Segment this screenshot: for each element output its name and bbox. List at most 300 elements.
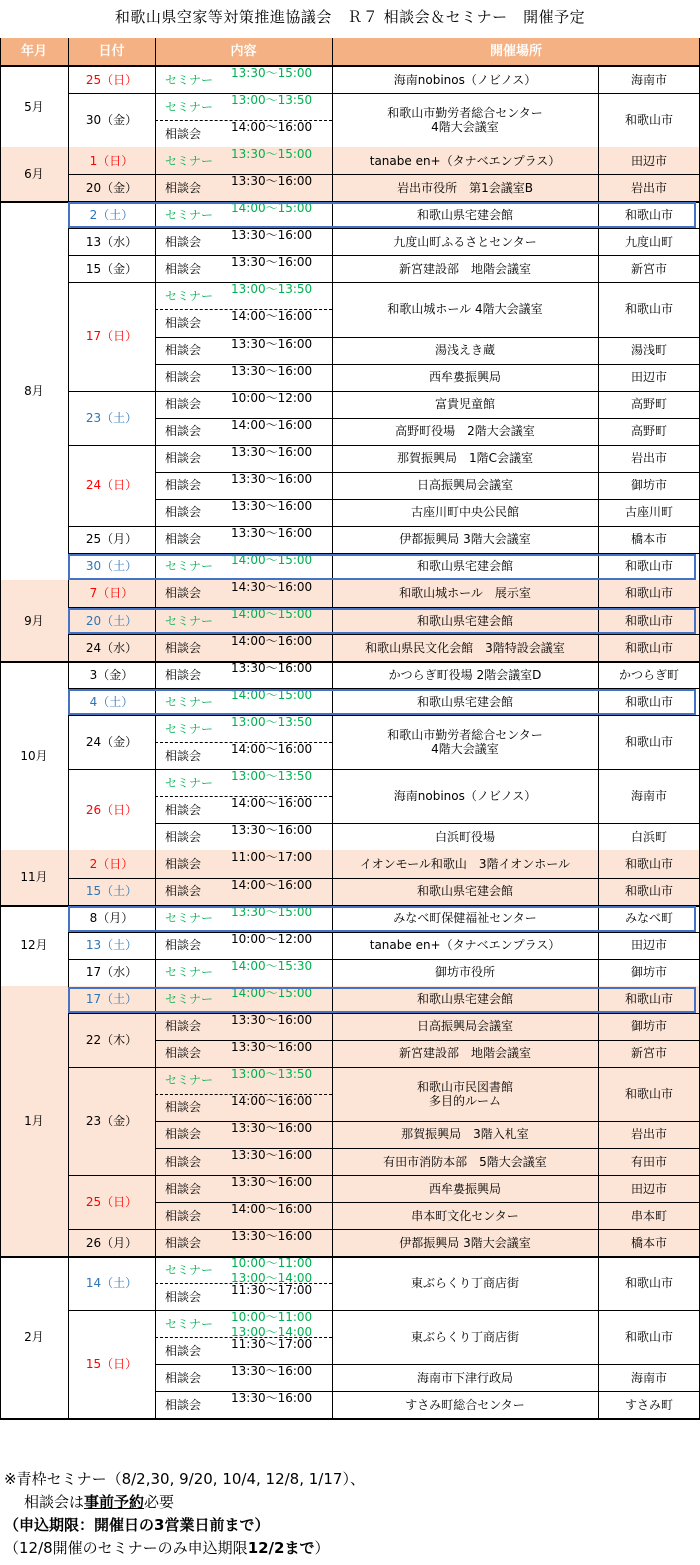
seminar-highlight-box: [68, 554, 696, 580]
venue-cell: [332, 391, 598, 418]
venue-cell: [332, 1310, 598, 1364]
content-row-line: [155, 1148, 332, 1149]
seminar-highlight-box: [68, 608, 696, 634]
seminar-label: セミナー: [165, 1316, 214, 1331]
content-row-line: [155, 1283, 332, 1284]
venue-text: 伊都振興局 3階大会議室: [399, 532, 531, 547]
venue-cell: [332, 174, 598, 201]
time-range: [231, 878, 332, 905]
time-text: 13:00～13:50: [231, 715, 313, 730]
time-text: 13:30～16:00: [231, 444, 313, 459]
venue-cell: [332, 1040, 598, 1067]
content-row-line: [155, 337, 332, 338]
venue-cell: [332, 878, 598, 905]
time-text: 13:00～14:00: [231, 1271, 313, 1286]
seminar-label: セミナー: [165, 775, 214, 790]
time-text: 14:00～16:00: [231, 634, 313, 649]
consultation-label: 相談会: [165, 1046, 202, 1061]
consultation-label: 相談会: [165, 451, 202, 466]
venue-cell: [332, 1067, 598, 1121]
time-range: [231, 228, 332, 255]
venue-text: すさみ町総合センター: [405, 1397, 525, 1412]
venue-text: 串本町文化センター: [411, 1208, 519, 1223]
time-text: 10:00～12:00: [231, 931, 313, 946]
time-range: [231, 526, 332, 553]
note-line-3: （申込期限：開催日の3営業日前まで）: [4, 1516, 270, 1534]
time-range: [231, 1310, 332, 1340]
seminar-label: セミナー: [165, 992, 214, 1007]
city-cell: 新宮市: [630, 261, 667, 276]
time-text: 13:30～16:00: [231, 823, 313, 838]
time-text: 14:00～16:00: [231, 877, 313, 892]
consultation-label: 相談会: [165, 829, 202, 844]
time-range: [231, 1013, 332, 1040]
note-line-1: ※青枠セミナー（8/2,30, 9/20, 10/4, 12/8, 1/17）、: [4, 1470, 365, 1488]
venue-text: 湯浅えき蔵: [434, 343, 495, 358]
venue-text: 那賀振興局 1階C会議室: [396, 451, 533, 466]
city-cell: 海南市: [630, 72, 667, 87]
time-text: 14:00～16:00: [231, 1093, 313, 1108]
date-cell: 8（月）: [89, 911, 134, 926]
consultation-label: 相談会: [165, 1343, 202, 1358]
schedule-table: [0, 38, 700, 1468]
time-range: [231, 120, 332, 147]
content-header: 内容: [155, 38, 332, 66]
venue-text: 新宮建設部 地階会議室: [398, 261, 531, 276]
time-text: 10:00～11:00: [231, 1310, 313, 1325]
city-cell: 高野町: [630, 397, 667, 412]
consultation-label: 相談会: [165, 667, 202, 682]
venue-cell: [332, 228, 598, 255]
venue-header: 開催場所: [332, 38, 700, 66]
venue-cell: [332, 499, 598, 526]
city-cell: 和歌山市: [624, 586, 673, 601]
city-cell: 和歌山市: [624, 694, 673, 709]
time-text: 14:00～15:00: [231, 607, 313, 621]
notes: [4, 1468, 696, 1560]
date-cell: 2（土）: [89, 207, 134, 222]
city-cell: 田辺市: [630, 370, 667, 385]
venue-text: 古座川町中央公民館: [410, 505, 519, 520]
time-range: [231, 715, 332, 742]
page-title: 和歌山県空家等対策推進協議会 Ｒ７ 相談会＆セミナー 開催予定: [114, 8, 586, 26]
venue-text: 和歌山市民図書館: [416, 1079, 513, 1094]
month-label: 12月: [20, 938, 48, 953]
time-text: 14:00～15:00: [231, 688, 313, 703]
seminar-label: セミナー: [165, 1262, 214, 1277]
time-text: 10:00～11:00: [231, 1256, 313, 1271]
seminar-label: セミナー: [165, 72, 214, 87]
city-cell: 和歌山市: [624, 1086, 673, 1101]
time-text: 13:00～13:50: [231, 93, 313, 108]
time-range: [231, 796, 332, 823]
date-cell: 2（日）: [89, 856, 134, 871]
consultation-label: 相談会: [165, 748, 202, 763]
time-range: [231, 93, 332, 120]
time-range: [231, 418, 332, 445]
consultation-label: 相談会: [165, 1127, 202, 1142]
date-cell: 15（金）: [85, 261, 138, 276]
venue-cell: [332, 769, 598, 823]
venue-text: tanabe en+（タナベエンプラス）: [369, 153, 561, 168]
consultation-label: 相談会: [165, 478, 202, 493]
content-row-line: [155, 1337, 332, 1338]
venue-cell: [332, 1175, 598, 1202]
date-cell: 20（金）: [85, 180, 138, 195]
time-range: [231, 932, 332, 959]
venue-text: 多目的ルーム: [428, 1093, 501, 1108]
time-text: 13:30～16:00: [231, 1148, 313, 1162]
consultation-label: 相談会: [165, 343, 202, 358]
venue-text: 海南nobinos（ノビノス）: [393, 789, 537, 804]
time-range: [231, 1121, 332, 1148]
venue-text: 御坊市役所: [434, 965, 495, 980]
venue-text: 伊都振興局 3階大会議室: [399, 1235, 531, 1250]
content-row-line: [155, 1121, 332, 1122]
date-cell: 23（金）: [85, 1113, 138, 1128]
time-text: 14:00～16:00: [231, 120, 313, 135]
content-row-line: [155, 1202, 332, 1203]
consultation-label: 相談会: [165, 1235, 202, 1250]
date-cell: 22（木）: [85, 1032, 138, 1047]
time-text: 11:30～17:00: [231, 1337, 313, 1352]
venue-cell: [332, 959, 598, 986]
venue-text: 和歌山県宅建会館: [416, 694, 513, 709]
date-cell: 1（日）: [89, 153, 134, 168]
content-row-line: [155, 1364, 332, 1365]
time-text: 13:00～13:50: [231, 1066, 313, 1081]
time-text: 11:00～17:00: [231, 850, 313, 865]
venue-cell: [332, 337, 598, 364]
time-text: 13:30～16:00: [231, 1175, 313, 1190]
venue-text: かつらぎ町役場 2階会議室D: [388, 667, 542, 682]
venue-text: 和歌山県民文化会館 3階特設会議室: [365, 640, 565, 655]
consultation-label: 相談会: [165, 370, 202, 385]
venue-cell: [332, 1013, 598, 1040]
venue-cell: [332, 147, 598, 174]
venue-text: みなべ町保健福祉センター: [393, 911, 537, 926]
time-text: 14:00～16:00: [231, 417, 313, 432]
time-range: [231, 337, 332, 364]
seminar-label: セミナー: [165, 207, 214, 222]
city-cell: 田辺市: [630, 153, 667, 168]
consultation-label: 相談会: [165, 1019, 202, 1034]
consultation-label: 相談会: [165, 1154, 202, 1169]
time-text: 13:30～16:00: [231, 1012, 313, 1027]
date-cell: 15（土）: [85, 884, 138, 899]
venue-cell: [332, 634, 598, 661]
venue-text: 西牟婁振興局: [428, 1181, 501, 1196]
month-label: 1月: [24, 1113, 44, 1128]
time-range: [231, 1364, 332, 1391]
venue-cell: [332, 1364, 598, 1391]
venue-cell: [332, 66, 598, 93]
venue-text: 和歌山県宅建会館: [416, 613, 513, 628]
month-label: 9月: [24, 613, 44, 628]
content-row-line: [155, 1391, 332, 1392]
time-text: 14:30～16:00: [231, 579, 313, 594]
venue-text: 海南市下津行政局: [416, 1370, 513, 1385]
venue-text: 東ぶらくり丁商店街: [410, 1330, 519, 1345]
city-cell: 高野町: [630, 424, 667, 439]
seminar-label: セミナー: [165, 721, 214, 736]
city-cell: 和歌山市: [624, 1330, 673, 1345]
date-cell: 25（日）: [85, 1195, 138, 1210]
content-row-line: [155, 823, 332, 824]
content-row-line: [155, 418, 332, 419]
venue-text: 和歌山城ホール 展示室: [399, 586, 531, 601]
content-row-line: [155, 364, 332, 365]
time-range: [231, 742, 332, 769]
month-label: 5月: [24, 99, 44, 114]
seminar-label: セミナー: [165, 99, 214, 114]
time-range: [231, 1256, 332, 1286]
consultation-label: 相談会: [165, 1370, 202, 1385]
note-line-2: 相談会は事前予約必要: [24, 1493, 175, 1511]
time-text: 13:00～13:50: [231, 282, 313, 297]
column-line: [155, 38, 156, 1419]
seminar-label: セミナー: [165, 153, 214, 168]
consultation-label: 相談会: [165, 1100, 202, 1115]
venue-cell: [332, 823, 598, 850]
date-cell: 14（土）: [85, 1276, 138, 1291]
city-cell: 白浜町: [630, 829, 667, 844]
seminar-highlight-box: [68, 689, 696, 715]
city-cell: 和歌山市: [624, 884, 673, 899]
city-cell: 御坊市: [630, 965, 667, 980]
time-text: 14:00～15:00: [231, 201, 313, 216]
city-cell: 有田市: [630, 1154, 667, 1169]
column-line: [68, 38, 69, 1419]
date-cell: 3（金）: [89, 667, 134, 682]
city-cell: 御坊市: [630, 478, 667, 493]
venue-text: 新宮建設部 地階会議室: [398, 1046, 531, 1061]
city-cell: 海南市: [630, 1370, 667, 1385]
seminar-label: セミナー: [165, 288, 214, 303]
time-text: 14:00～16:00: [231, 309, 313, 324]
consultation-label: 相談会: [165, 261, 202, 276]
venue-text: 和歌山県宅建会館: [416, 992, 513, 1007]
consultation-label: 相談会: [165, 1181, 202, 1196]
time-range: [231, 1148, 332, 1175]
venue-cell: [332, 418, 598, 445]
venue-text: 4階大会議室: [431, 742, 499, 757]
venue-cell: [332, 1256, 598, 1310]
time-text: 13:30～16:00: [231, 661, 313, 676]
city-cell: 海南市: [630, 789, 667, 804]
consultation-label: 相談会: [165, 884, 202, 899]
date-cell: 26（月）: [85, 1235, 138, 1250]
venue-text: 和歌山県宅建会館: [416, 884, 513, 899]
consultation-label: 相談会: [165, 1208, 202, 1223]
city-cell: 和歌山市: [624, 856, 673, 871]
time-range: [231, 959, 332, 986]
time-text: 13:30～16:00: [231, 228, 313, 243]
consultation-label: 相談会: [165, 505, 202, 520]
time-text: 13:30～16:00: [231, 1229, 313, 1244]
consultation-label: 相談会: [165, 1289, 202, 1304]
time-text: 13:00～14:00: [231, 1325, 313, 1340]
consultation-label: 相談会: [165, 315, 202, 330]
city-cell: 岩出市: [630, 451, 667, 466]
city-cell: 和歌山市: [624, 992, 673, 1007]
city-cell: 和歌山市: [624, 735, 673, 750]
column-line: [0, 38, 1, 1419]
city-cell: 和歌山市: [624, 302, 673, 317]
time-range: [231, 391, 332, 418]
time-range: [231, 147, 332, 174]
venue-cell: [332, 1202, 598, 1229]
consultation-label: 相談会: [165, 938, 202, 953]
venue-cell: [332, 1229, 598, 1256]
venue-text: 4階大会議室: [431, 120, 499, 135]
venue-cell: [332, 472, 598, 499]
time-range: [231, 1094, 332, 1121]
venue-cell: [332, 661, 598, 688]
venue-text: イオンモール和歌山 3階イオンホール: [360, 856, 570, 871]
time-text: 14:00～15:30: [231, 958, 313, 973]
time-range: [231, 1175, 332, 1202]
month-label: 2月: [24, 1330, 44, 1345]
time-range: [231, 174, 332, 201]
time-text: 14:00～16:00: [231, 742, 313, 757]
time-text: 14:00～16:00: [231, 796, 313, 811]
time-text: 13:30～16:00: [231, 498, 313, 513]
time-range: [231, 661, 332, 688]
city-cell: 和歌山市: [624, 1276, 673, 1291]
city-cell: 和歌山市: [624, 113, 673, 128]
venue-cell: [332, 1391, 598, 1418]
city-cell: 湯浅町: [630, 343, 667, 358]
venue-text: 和歌山城ホール 4階大会議室: [387, 302, 543, 317]
consultation-label: 相談会: [165, 126, 202, 141]
date-cell: 30（土）: [85, 559, 138, 574]
seminar-highlight-box: [68, 987, 696, 1013]
consultation-label: 相談会: [165, 1397, 202, 1412]
consultation-label: 相談会: [165, 532, 202, 547]
time-range: [231, 1391, 332, 1418]
content-row-line: [155, 796, 332, 797]
venue-cell: [332, 1121, 598, 1148]
time-range: [231, 364, 332, 391]
venue-cell: [332, 282, 598, 336]
month-label: 6月: [24, 167, 44, 182]
city-cell: かつらぎ町: [618, 667, 679, 682]
venue-text: 日高振興局会議室: [416, 478, 513, 493]
time-text: 13:30～16:00: [231, 1364, 313, 1379]
seminar-label: セミナー: [165, 613, 214, 628]
consultation-label: 相談会: [165, 180, 202, 195]
consultation-label: 相談会: [165, 234, 202, 249]
venue-cell: [332, 364, 598, 391]
venue-cell: [332, 93, 598, 147]
venue-text: 有田市消防本部 5階大会議室: [383, 1154, 547, 1169]
time-range: [231, 309, 332, 336]
venue-text: 和歌山県宅建会館: [416, 559, 513, 574]
seminar-highlight-box: [68, 202, 696, 228]
city-cell: 和歌山市: [624, 613, 673, 628]
venue-text: 海南nobinos（ノビノス）: [393, 72, 537, 87]
date-cell: 17（水）: [85, 965, 138, 980]
date-cell: 30（金）: [85, 113, 138, 128]
date-cell: 23（土）: [85, 410, 138, 425]
time-text: 13:30～16:00: [231, 255, 313, 270]
time-range: [231, 445, 332, 472]
time-text: 13:30～16:00: [231, 525, 313, 540]
venue-text: 高野町役場 2階大会議室: [395, 424, 535, 439]
venue-text: 富貴児童館: [434, 397, 495, 412]
venue-text: 那賀振興局 3階入札室: [401, 1127, 529, 1142]
time-text: 13:30～16:00: [231, 471, 313, 486]
time-text: 14:00～15:00: [231, 985, 313, 1000]
consultation-label: 相談会: [165, 424, 202, 439]
venue-cell: [332, 255, 598, 282]
month-label: 8月: [24, 383, 44, 398]
venue-text: 白浜町役場: [434, 829, 495, 844]
date-cell: 24（水）: [85, 640, 138, 655]
time-text: 13:30～15:00: [231, 147, 313, 162]
city-cell: 田辺市: [630, 1181, 667, 1196]
date-cell: 25（日）: [85, 72, 138, 87]
time-range: [231, 472, 332, 499]
consultation-label: 相談会: [165, 640, 202, 655]
city-cell: 和歌山市: [624, 559, 673, 574]
time-range: [231, 634, 332, 661]
month-header: 年月: [0, 38, 68, 66]
city-cell: 橋本市: [630, 532, 667, 547]
seminar-highlight-box: [68, 906, 696, 932]
month-label: 10月: [20, 748, 48, 763]
date-cell: 7（日）: [89, 586, 134, 601]
time-text: 11:30～17:00: [231, 1283, 313, 1298]
venue-text: 和歌山県宅建会館: [416, 207, 513, 222]
date-cell: 20（土）: [85, 613, 138, 628]
date-cell: 13（水）: [85, 234, 138, 249]
date-cell: 17（日）: [85, 329, 138, 344]
city-cell: 橋本市: [630, 1235, 667, 1250]
time-text: 14:00～15:00: [231, 552, 313, 567]
date-cell: 24（日）: [85, 478, 138, 493]
venue-cell: [332, 932, 598, 959]
column-line: [598, 66, 599, 1419]
time-range: [231, 823, 332, 850]
time-text: 13:30～16:00: [231, 1039, 313, 1054]
reservation-required: 事前予約: [84, 1493, 145, 1511]
column-line: [332, 38, 333, 1419]
time-range: [231, 66, 332, 93]
city-cell: すさみ町: [624, 1397, 673, 1412]
venue-text: 和歌山市勤労者総合センター: [387, 106, 543, 121]
time-range: [231, 1337, 332, 1364]
venue-cell: [332, 850, 598, 877]
content-row-line: [155, 499, 332, 500]
time-text: 10:00～12:00: [231, 390, 313, 405]
time-range: [231, 580, 332, 607]
time-range: [231, 1229, 332, 1256]
month-label: 11月: [20, 870, 48, 885]
time-text: 13:30～16:00: [231, 363, 313, 378]
date-cell: 4（土）: [89, 694, 134, 709]
venue-cell: [332, 715, 598, 769]
city-cell: 岩出市: [630, 1127, 667, 1142]
city-cell: みなべ町: [624, 911, 673, 926]
date-cell: 24（金）: [85, 735, 138, 750]
city-cell: 岩出市: [630, 180, 667, 195]
venue-cell: [332, 526, 598, 553]
date-cell: 17（土）: [85, 992, 138, 1007]
venue-cell: [332, 445, 598, 472]
note-line-4: （12/8開催のセミナーのみ申込期限12/2まで）: [4, 1539, 330, 1557]
